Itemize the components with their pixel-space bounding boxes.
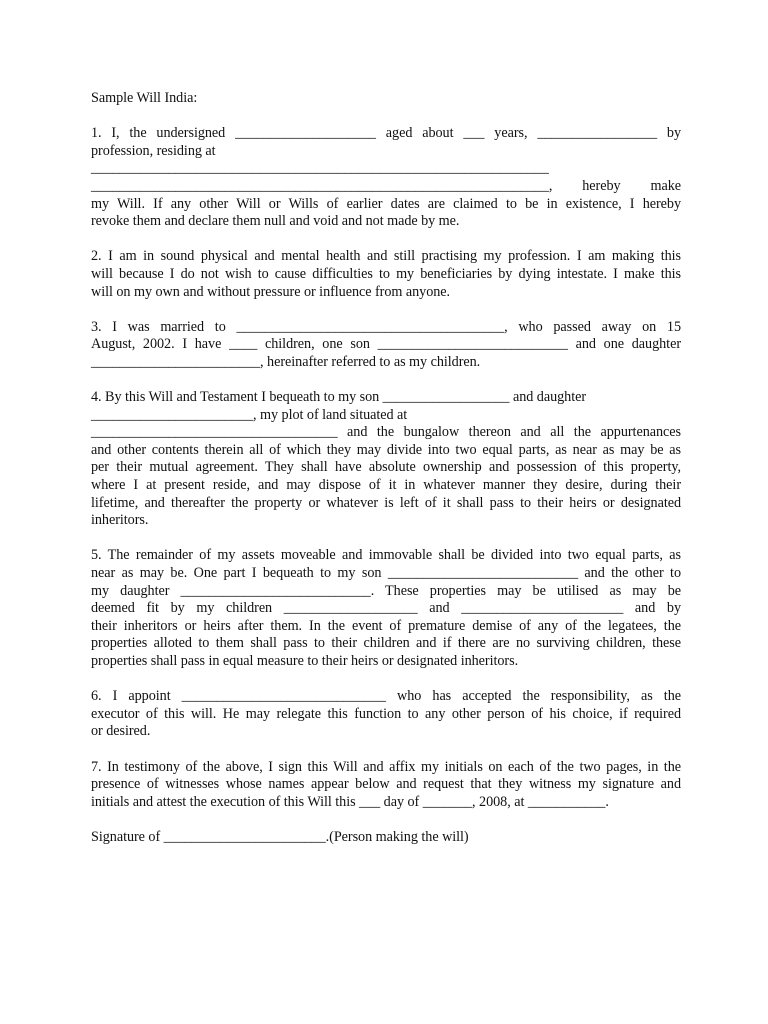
paragraph-4 bbox=[91, 389, 681, 530]
paragraph-1 bbox=[91, 125, 681, 231]
paragraph-line: their inheritors or heirs after them. In the event of premature demise of any of the legatees, the bbox=[91, 617, 681, 634]
paragraph-line: and other contents therein all of which they may divide into two equal parts, as near as may be as bbox=[91, 441, 681, 458]
paragraph-3 bbox=[91, 319, 681, 372]
paragraph-line: initials and attest the execution of this Will this ___ day of _______, 2008, at ___________. bbox=[91, 793, 609, 810]
paragraph-line: 4. By this Will and Testament I bequeath to my son __________________ and daughter bbox=[91, 389, 587, 406]
paragraph-line: inheritors. bbox=[91, 512, 149, 529]
paragraph-line: 6. I appoint _____________________________ who has accepted the responsibility, as the bbox=[91, 688, 681, 705]
paragraph-line: 2. I am in sound physical and mental health and still practising my profession. I am making this bbox=[91, 248, 681, 265]
paragraph-line: properties alloted to them shall pass to their children and if there are no surviving children, these bbox=[91, 635, 681, 652]
paragraph-line: profession, residing at bbox=[91, 142, 216, 159]
paragraph-line: _________________________________________________________________ bbox=[91, 160, 549, 177]
paragraph-line: ________________________, hereinafter referred to as my children. bbox=[91, 353, 481, 370]
paragraph-6 bbox=[91, 688, 681, 741]
paragraph-line: my Will. If any other Will or Wills of earlier dates are claimed to be in existence, I hereby bbox=[91, 195, 681, 212]
paragraph-2 bbox=[91, 248, 681, 301]
paragraph-line: 5. The remainder of my assets moveable and immovable shall be divided into two equal parts, as bbox=[91, 547, 681, 564]
paragraph-line: per their mutual agreement. They shall have absolute ownership and possession of this property, bbox=[91, 459, 681, 476]
paragraph-line: my daughter ___________________________. These properties may be utilised as may be bbox=[91, 582, 681, 599]
paragraph-line: ___________________________________ and the bungalow thereon and all the appurtenances bbox=[91, 424, 681, 441]
paragraph-line: lifetime, and thereafter the property or whatever is left of it shall pass to their heirs or designated bbox=[91, 494, 681, 511]
paragraph-line: 3. I was married to ______________________________________, who passed away on 15 bbox=[91, 318, 681, 335]
paragraph-line: will because I do not wish to cause difficulties to my beneficiaries by dying intestate. I make this bbox=[91, 265, 681, 282]
paragraph-line: properties shall pass in equal measure to their heirs or designated inheritors. bbox=[91, 653, 519, 669]
paragraph-5 bbox=[91, 547, 681, 670]
paragraph-line: _______________________, my plot of land situated at bbox=[91, 406, 408, 423]
paragraph-line: near as may be. One part I bequeath to my son ___________________________ and the other to bbox=[91, 565, 681, 582]
paragraph-line: _________________________________________________________________, hereby make bbox=[91, 177, 681, 194]
paragraph-line: Signature of _______________________.(Person making the will) bbox=[91, 828, 469, 845]
document-body bbox=[91, 125, 681, 846]
paragraph-line: deemed fit by my children ___________________ and _______________________ and by bbox=[91, 600, 681, 617]
paragraph-line: executor of this will. He may relegate this function to any other person of his choice, if required bbox=[91, 705, 681, 722]
document-title: Sample Will India: bbox=[91, 90, 198, 106]
paragraph-line: presence of witnesses whose names appear below and request that they witness my signature and bbox=[91, 776, 681, 793]
document-page bbox=[91, 90, 681, 864]
paragraph-line: where I at present reside, and may dispose of it in whatever manner they desire, during their bbox=[91, 477, 681, 494]
paragraph-line: August, 2002. I have ____ children, one son ___________________________ and one daughter bbox=[91, 336, 681, 353]
paragraph-line: will on my own and without pressure or influence from anyone. bbox=[91, 283, 451, 300]
paragraph-8 bbox=[91, 829, 681, 847]
paragraph-line: or desired. bbox=[91, 723, 151, 740]
paragraph-7 bbox=[91, 759, 681, 812]
paragraph-line: 1. I, the undersigned ____________________ aged about ___ years, _________________ by bbox=[91, 125, 681, 142]
paragraph-line: 7. In testimony of the above, I sign this Will and affix my initials on each of the two pages, in the bbox=[91, 758, 681, 775]
paragraph-line: revoke them and declare them null and void and not made by me. bbox=[91, 213, 460, 230]
